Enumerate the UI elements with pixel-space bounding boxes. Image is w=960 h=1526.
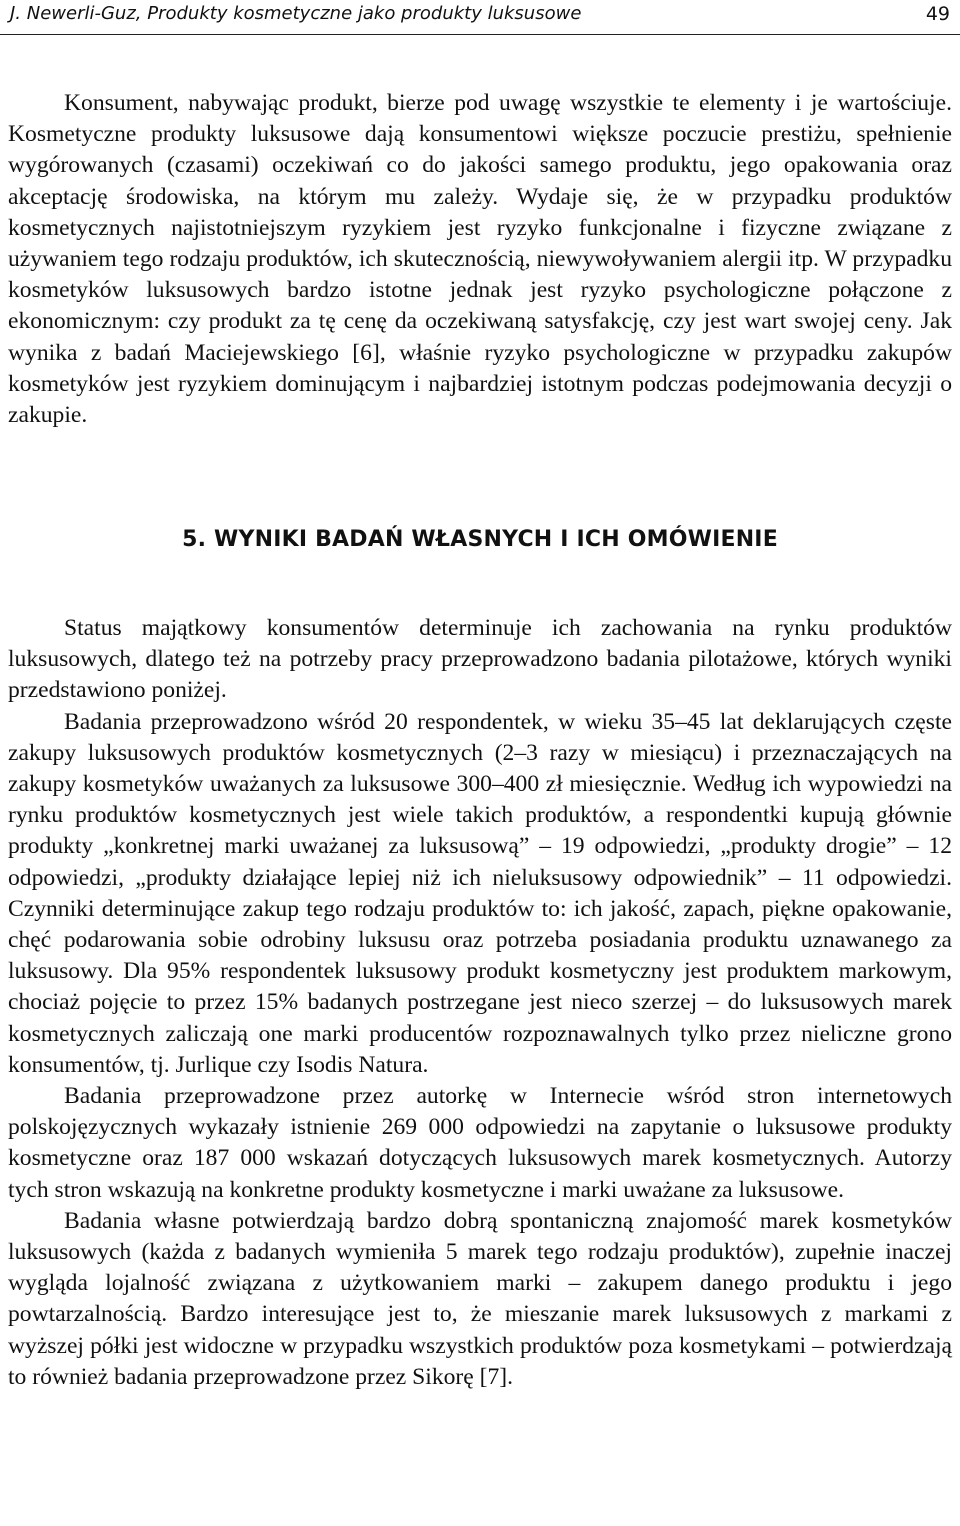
paragraph: Badania przeprowadzone przez autorkę w Internecie wśród stron internetowych polskojęzycznych wykazały istnienie 269 000 odpowiedzi na zapytanie o luksusowe produkty kosmetyczne oraz 187 000 wskazań dotyczących luksusowych marek kosmetycznych. Autorzy tych stron wskazują na konkretne produkty kosmetyczne i marki uważane za luksusowe. <box>8 1083 952 1203</box>
section-heading: 5. WYNIKI BADAŃ WŁASNYCH I ICH OMÓWIENIE <box>182 527 778 552</box>
running-header <box>0 0 960 35</box>
section-text <box>8 613 952 1393</box>
paragraph: Badania własne potwierdzają bardzo dobrą spontaniczną znajomość marek kosmetyków luksusowych (każda z badanych wymieniła 5 marek tego rodzaju produktów), zupełnie inaczej wygląda lojalność związana z użytkowaniem marki – zakupem danego produktu i jego powtarzalnością. Bardzo interesujące jest to, że mieszanie marek luksusowych z markami z wyższej półki jest widoczne w przypadku wszystkich produktów poza kosmetykami – potwierdzają to również badania przeprowadzone przez Sikorę [7]. <box>8 1207 952 1390</box>
intro-text <box>8 88 952 431</box>
page-number: 49 <box>925 3 950 25</box>
paragraph: Konsument, nabywając produkt, bierze pod uwagę wszystkie te elementy i je wartościuje. Kosmetyczne produkty luksusowe dają konsumentowi większe poczucie prestiżu, spełnienie wygórowanych (czasami) oczekiwań co do jakości samego produktu, jego opakowania oraz akceptację środowiska, na którym mu zależy. Wydaje się, że w przypadku produktów kosmetycznych najistotniejszym ryzykiem jest ryzyko funkcjonalne i fizyczne związane z używaniem tego rodzaju produktów, ich skutecznością, niewywoływaniem alergii itp. W przypadku kosmetyków luksusowych bardzo istotne jednak jest ryzyko psychologiczne połączone z ekonomicznym: czy produkt za tę cenę da oczekiwaną satysfakcję, czy jest wart swojej ceny. Jak wynika z badań Maciejewskiego [6], właśnie ryzyko psychologiczne w przypadku zakupów kosmetyków jest ryzykiem dominującym i najbardziej istotnym podczas podejmowania decyzji o zakupie. <box>8 90 952 429</box>
paragraph: Status majątkowy konsumentów determinuje ich zachowania na rynku produktów luksusowych, dlatego też na potrzeby pracy przeprowadzono badania pilotażowe, których wyniki przedstawiono poniżej. <box>8 615 952 704</box>
paragraph: Badania przeprowadzono wśród 20 respondentek, w wieku 35–45 lat deklarujących częste zakupy luksusowych produktów kosmetycznych (2–3 razy w miesiącu) i przeznaczających na zakupy kosmetyków uważanych za luksusowe 300–400 zł miesięcznie. Według ich wypowiedzi na rynku produktów kosmetycznych jest wiele takich produktów, a respondentki kupują głównie produkty „konkretnej marki uważanej za luksusową” – 19 odpowiedzi, „produkty drogie” – 12 odpowiedzi, „produkty działające lepiej niż ich nieluksusowy odpowiednik” – 11 odpowiedzi. Czynniki determinujące zakup tego rodzaju produktów to: ich jakość, zapach, piękne opakowanie, chęć podarowania sobie odrobiny luksusu oraz potrzeba posiadania produktu uznawanego za luksusowy. Dla 95% respondentek luksusowy produkt kosmetyczny jest produktem markowym, chociaż pojęcie to przez 15% badanych postrzegane jest nieco szerzej – do luksusowych marek kosmetycznych zaliczają one marki producentów rozpoznawalnych tylko przez nieliczne grono konsumentów, tj. Jurlique czy Isodis Natura. <box>8 708 952 1078</box>
running-title: J. Newerli-Guz, Produkty kosmetyczne jako produkty luksusowe <box>10 3 582 24</box>
